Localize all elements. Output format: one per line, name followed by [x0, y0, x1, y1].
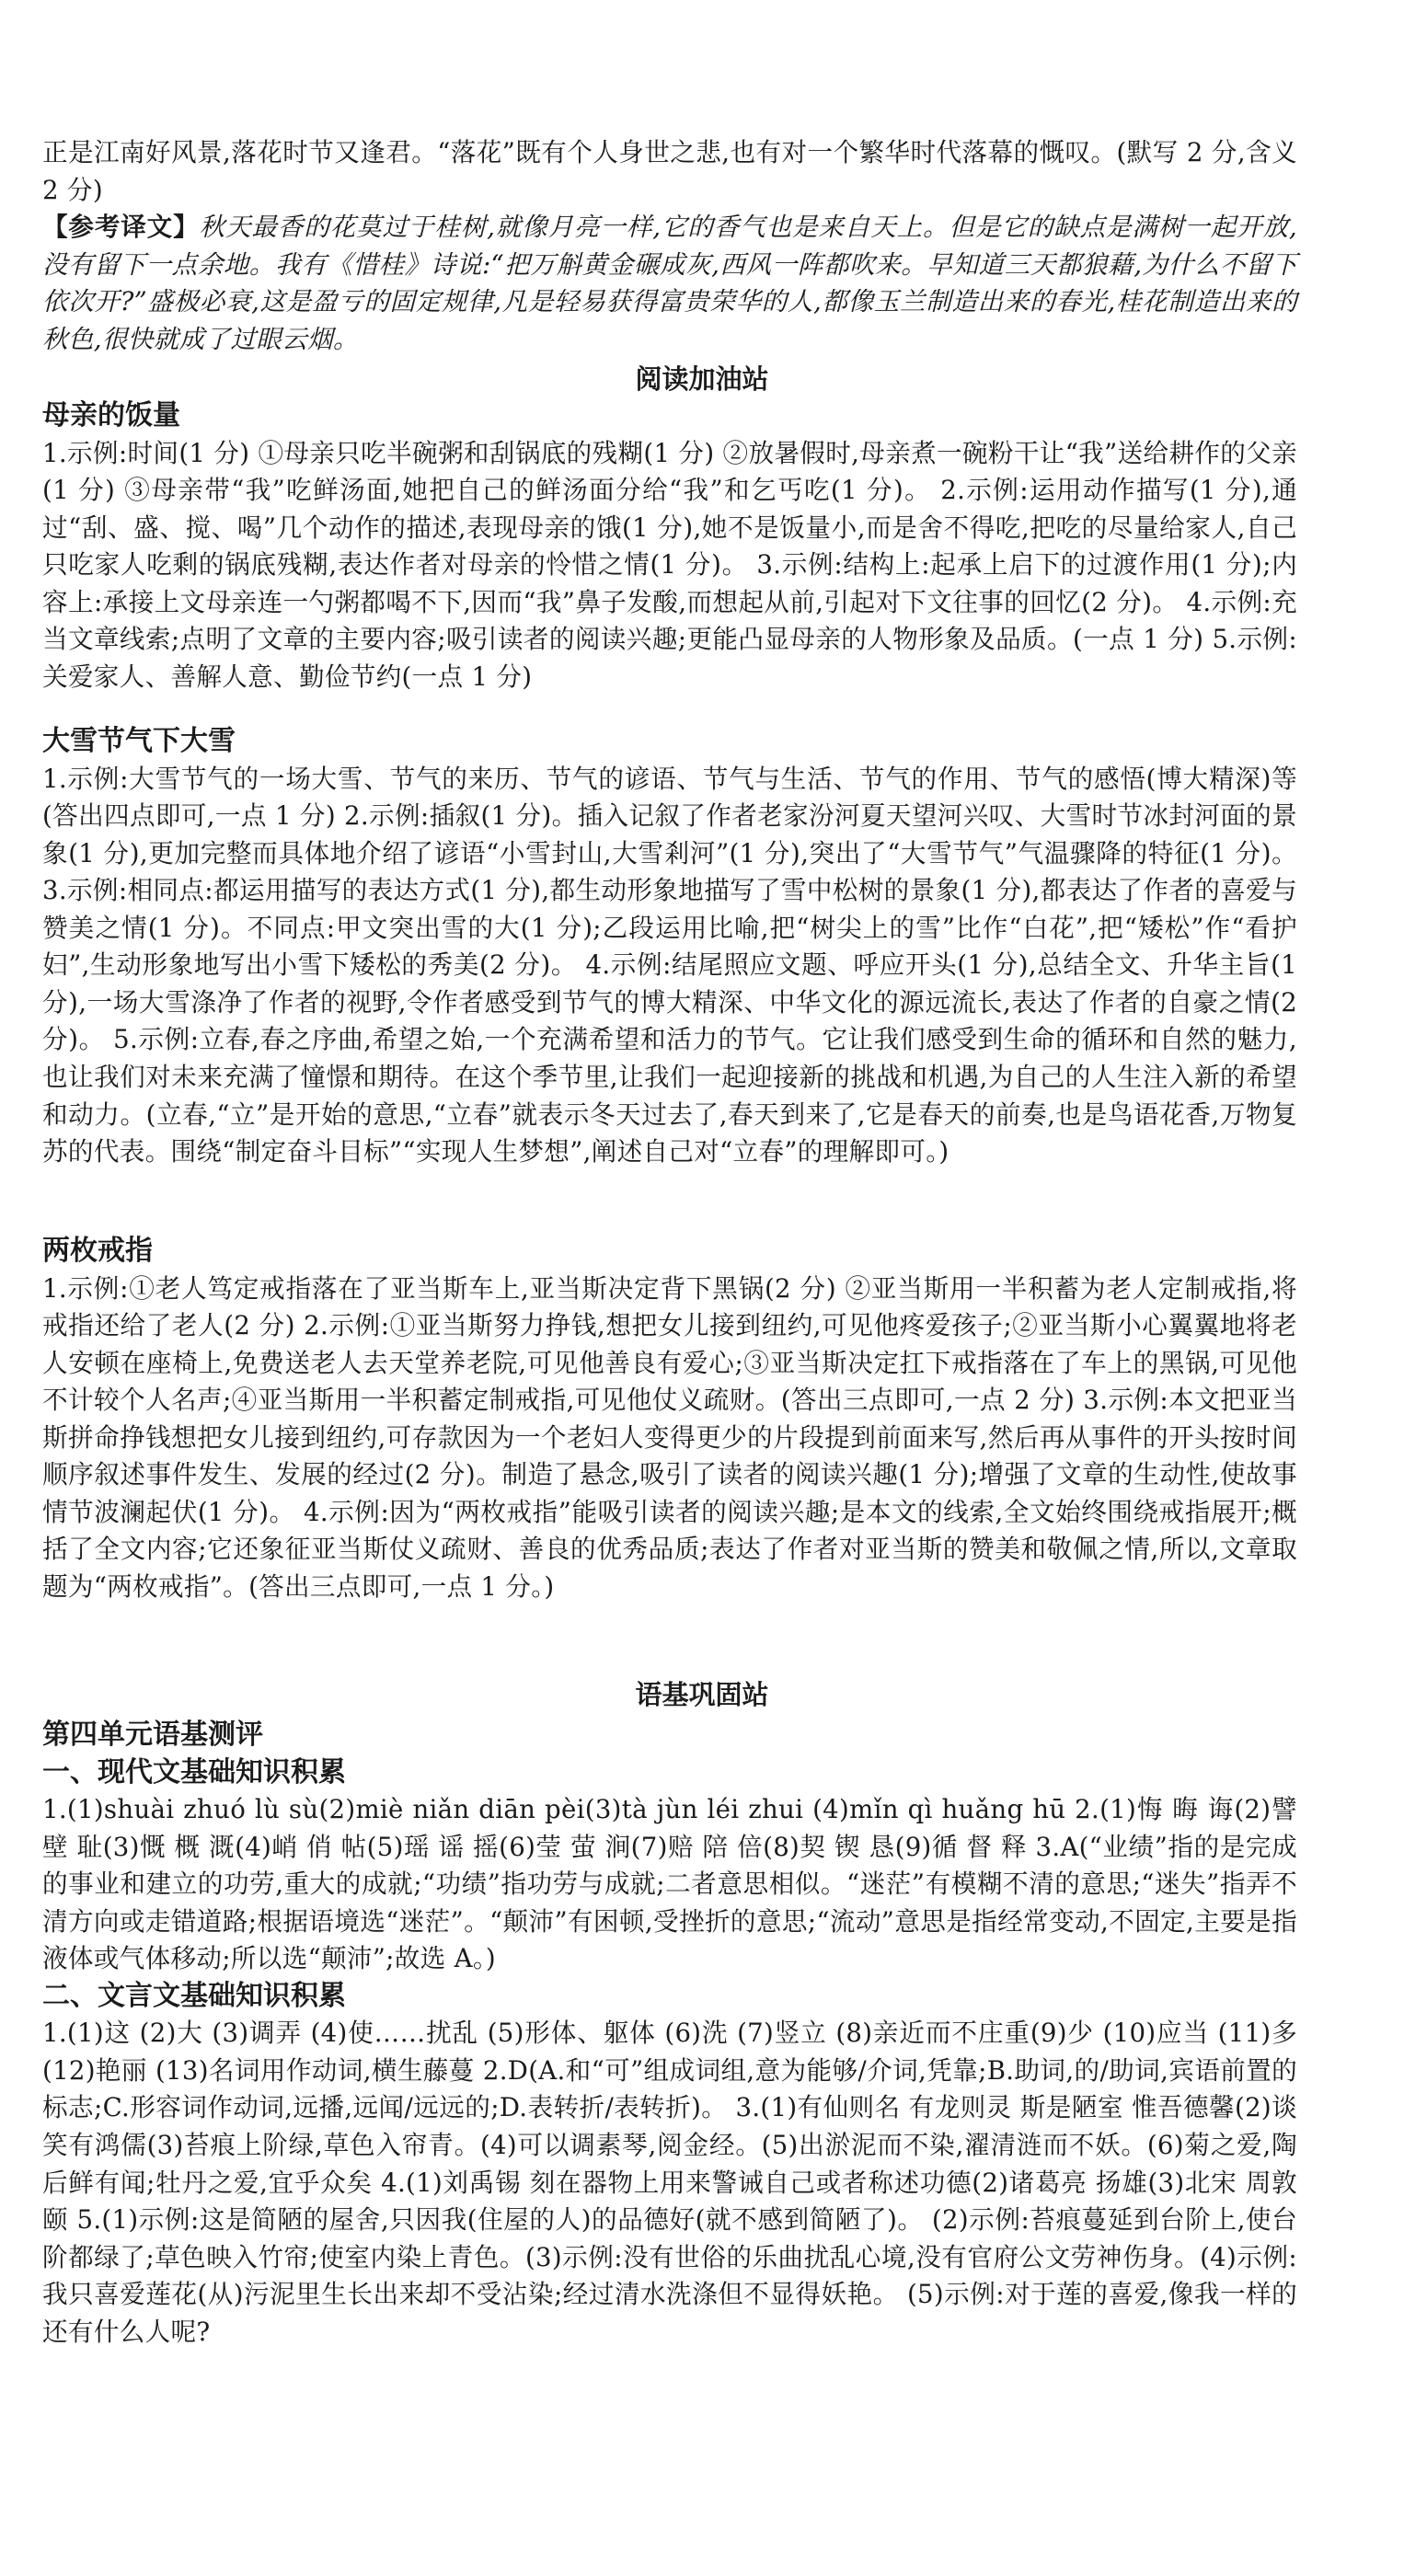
article-mother-meal [42, 397, 1297, 696]
intro-block [42, 134, 1297, 358]
translation-text: 秋天最香的花莫过于桂树,就像月亮一样,它的香气也是来自天上。但是它的缺点是满树一起开放,没有留下一点余地。我有《惜桂》诗说:“把万斛黄金碾成灰,西风一阵都吹来。早知道三天都狼藉,为什么不留下依次开?”盛极必衰,这是盈亏的固定规律,凡是轻易获得富贵荣华的人,都像玉兰制造出来的春光,桂花制造出来的秋色,很快就成了过眼云烟。 [42, 212, 1297, 354]
intro-line: 正是江南好风景,落花时节又逢君。“落花”既有个人身世之悲,也有对一个繁华时代落幕的慨叹。(默写 2 分,含义 2 分) [42, 137, 1297, 205]
unit-four-basics [42, 1717, 1297, 2351]
article-title: 母亲的饭量 [42, 399, 180, 431]
unit-title: 第四单元语基测评 [42, 1719, 263, 1751]
article-title: 两枚戒指 [42, 1235, 153, 1267]
section-title: 一、现代文基础知识积累 [42, 1755, 346, 1788]
section-title: 二、文言文基础知识积累 [42, 1979, 346, 2012]
article-two-rings [42, 1233, 1297, 1606]
article-title: 大雪节气下大雪 [42, 725, 236, 757]
reading-station-title: 阅读加油站 [635, 363, 769, 395]
section-answers: 1.(1)shuài zhuó lù sù(2)miè niǎn diān pèi(3)tà jùn léi zhui (4)mǐn qì huǎng hū 2.(1)悔 晦 诲(2)譬 壁 耻(3)慨 概 溉(4)峭 俏 帖(5)瑶 谣 摇(6)莹 萤 涧(7)赔 陪 倍(8)契 锲 恳(9)循 督 释 3.A(“业绩”指的是完成的事业和建立的功劳,重大的成就;“功绩”指功劳与成就;二者意思相似。“迷茫”有模糊不清的意思;“迷失”指弄不清方向或走错道路;根据语境选“迷茫”。“颠沛”有困顿,受挫折的意思;“流动”意思是指经常变动,不固定,主要是指液体或气体移动;所以选“颠沛”;故选 A。) [42, 1794, 1297, 1974]
article-answers: 1.示例:时间(1 分) ①母亲只吃半碗粥和刮锅底的残糊(1 分) ②放暑假时,母亲煮一碗粉干让“我”送给耕作的父亲(1 分) ③母亲带“我”吃鲜汤面,她把自己的鲜汤面分给“我”和乞丐吃(1 分)。 2.示例:运用动作描写(1 分),通过“刮、盛、搅、喝”几个动作的描述,表现母亲的饿(1 分),她不是饭量小,而是舍不得吃,把吃的尽量给家人,自己只吃家人吃剩的锅底残糊,表达作者对母亲的怜惜之情(1 分)。 3.示例:结构上:起承上启下的过渡作用(1 分);内容上:承接上文母亲连一勺粥都喝不下,因而“我”鼻子发酸,而想起从前,引起对下文往事的回忆(2 分)。 4.示例:充当文章线索;点明了文章的主要内容;吸引读者的阅读兴趣;更能凸显母亲的人物形象及品质。(一点 1 分) 5.示例:关爱家人、善解人意、勤俭节约(一点 1 分) [42, 437, 1297, 692]
article-answers: 1.示例:①老人笃定戒指落在了亚当斯车上,亚当斯决定背下黑锅(2 分) ②亚当斯用一半积蓄为老人定制戒指,将戒指还给了老人(2 分) 2.示例:①亚当斯努力挣钱,想把女儿接到纽约,可见他疼爱孩子;②亚当斯小心翼翼地将老人安顿在座椅上,免费送老人去天堂养老院,可见他善良有爱心;③亚当斯决定扛下戒指落在了车上的黑锅,可见他不计较个人名声;④亚当斯用一半积蓄定制戒指,可见他仗义疏财。(答出三点即可,一点 2 分) 3.示例:本文把亚当斯拼命挣钱想把女儿接到纽约,可存款因为一个老妇人变得更少的片段提到前面来写,然后再从事件的开头按时间顺序叙述事件发生、发展的经过(2 分)。制造了悬念,吸引了读者的阅读兴趣(1 分);增强了文章的生动性,使故事情节波澜起伏(1 分)。 4.示例:因为“两枚戒指”能吸引读者的阅读兴趣;是本文的线索,全文始终围绕戒指展开;概括了全文内容;它还象征亚当斯仗义疏财、善良的优秀品质;表达了作者对亚当斯的赞美和敬佩之情,所以,文章取题为“两枚戒指”。(答出三点即可,一点 1 分。) [42, 1272, 1297, 1602]
article-answers: 1.示例:大雪节气的一场大雪、节气的来历、节气的谚语、节气与生活、节气的作用、节气的感悟(博大精深)等(答出四点即可,一点 1 分) 2.示例:插叙(1 分)。插入记叙了作者老家汾河夏天望河兴叹、大雪时节冰封河面的景象(1 分),更加完整而具体地介绍了谚语“小雪封山,大雪剎河”(1 分),突出了“大雪节气”气温骤降的特征(1 分)。 3.示例:相同点:都运用描写的表达方式(1 分),都生动形象地描写了雪中松树的景象(1 分),都表达了作者的喜爱与赞美之情(1 分)。不同点:甲文突出雪的大(1 分);乙段运用比喻,把“树尖上的雪”比作“白花”,把“矮松”作“看护妇”,生动形象地写出小雪下矮松的秀美(2 分)。 4.示例:结尾照应文题、呼应开头(1 分),总结全文、升华主旨(1 分),一场大雪涤净了作者的视野,令作者感受到节气的博大精深、中华文化的源远流长,表达了作者的自豪之情(2 分)。 5.示例:立春,春之序曲,希望之始,一个充满希望和活力的节气。它让我们感受到生命的循环和自然的魅力,也让我们对未来充满了憧憬和期待。在这个季节里,让我们一起迎接新的挑战和机遇,为自己的人生注入新的希望和动力。(立春,“立”是开始的意思,“立春”就表示冬天过去了,春天到来了,它是春天的前奏,也是鸟语花香,万物复苏的代表。围绕“制定奋斗目标”“实现人生梦想”,阐述自己对“立春”的理解即可。) [42, 763, 1297, 1167]
reference-translation [42, 209, 1297, 358]
basics-station-title: 语基巩固站 [635, 1679, 769, 1710]
article-heavy-snow [42, 723, 1297, 1171]
translation-label: 【参考译文】 [42, 212, 200, 243]
section-answers: 1.(1)这 (2)大 (3)调弄 (4)使……扰乱 (5)形体、躯体 (6)洗 (7)竖立 (8)亲近而不庄重(9)少 (10)应当 (11)多 (12)艳丽 (13)名词用作动词,横生藤蔓 2.D(A.和“可”组成词组,意为能够/介词,凭靠;B.助词,的/助词,宾语前置的标志;C.形容词作动词,远播,远闻/远远的;D.表转折/表转折)。 3.(1)有仙则名 有龙则灵 斯是陋室 惟吾德馨(2)谈笑有鸿儒(3)苔痕上阶绿,草色入帘青。(4)可以调素琴,阅金经。(5)出淤泥而不染,濯清涟而不妖。(6)菊之爱,陶后鲜有闻;牡丹之爱,宜乎众矣 4.(1)刘禹锡 刻在器物上用来警诫自己或者称述功德(2)诸葛亮 扬雄(3)北宋 周敦颐 5.(1)示例:这是简陋的屋舍,只因我(住屋的人)的品德好(就不感到简陋了)。 (2)示例:苔痕蔓延到台阶上,使台阶都绿了;草色映入竹帘;使室内染上青色。(3)示例:没有世俗的乐曲扰乱心境,没有官府公文劳神伤身。(4)示例:我只喜爱莲花(从)污泥里生长出来却不受沾染;经过清水洗涤但不显得妖艳。 (5)示例:对于莲的喜爱,像我一样的还有什么人呢? [42, 2018, 1297, 2347]
